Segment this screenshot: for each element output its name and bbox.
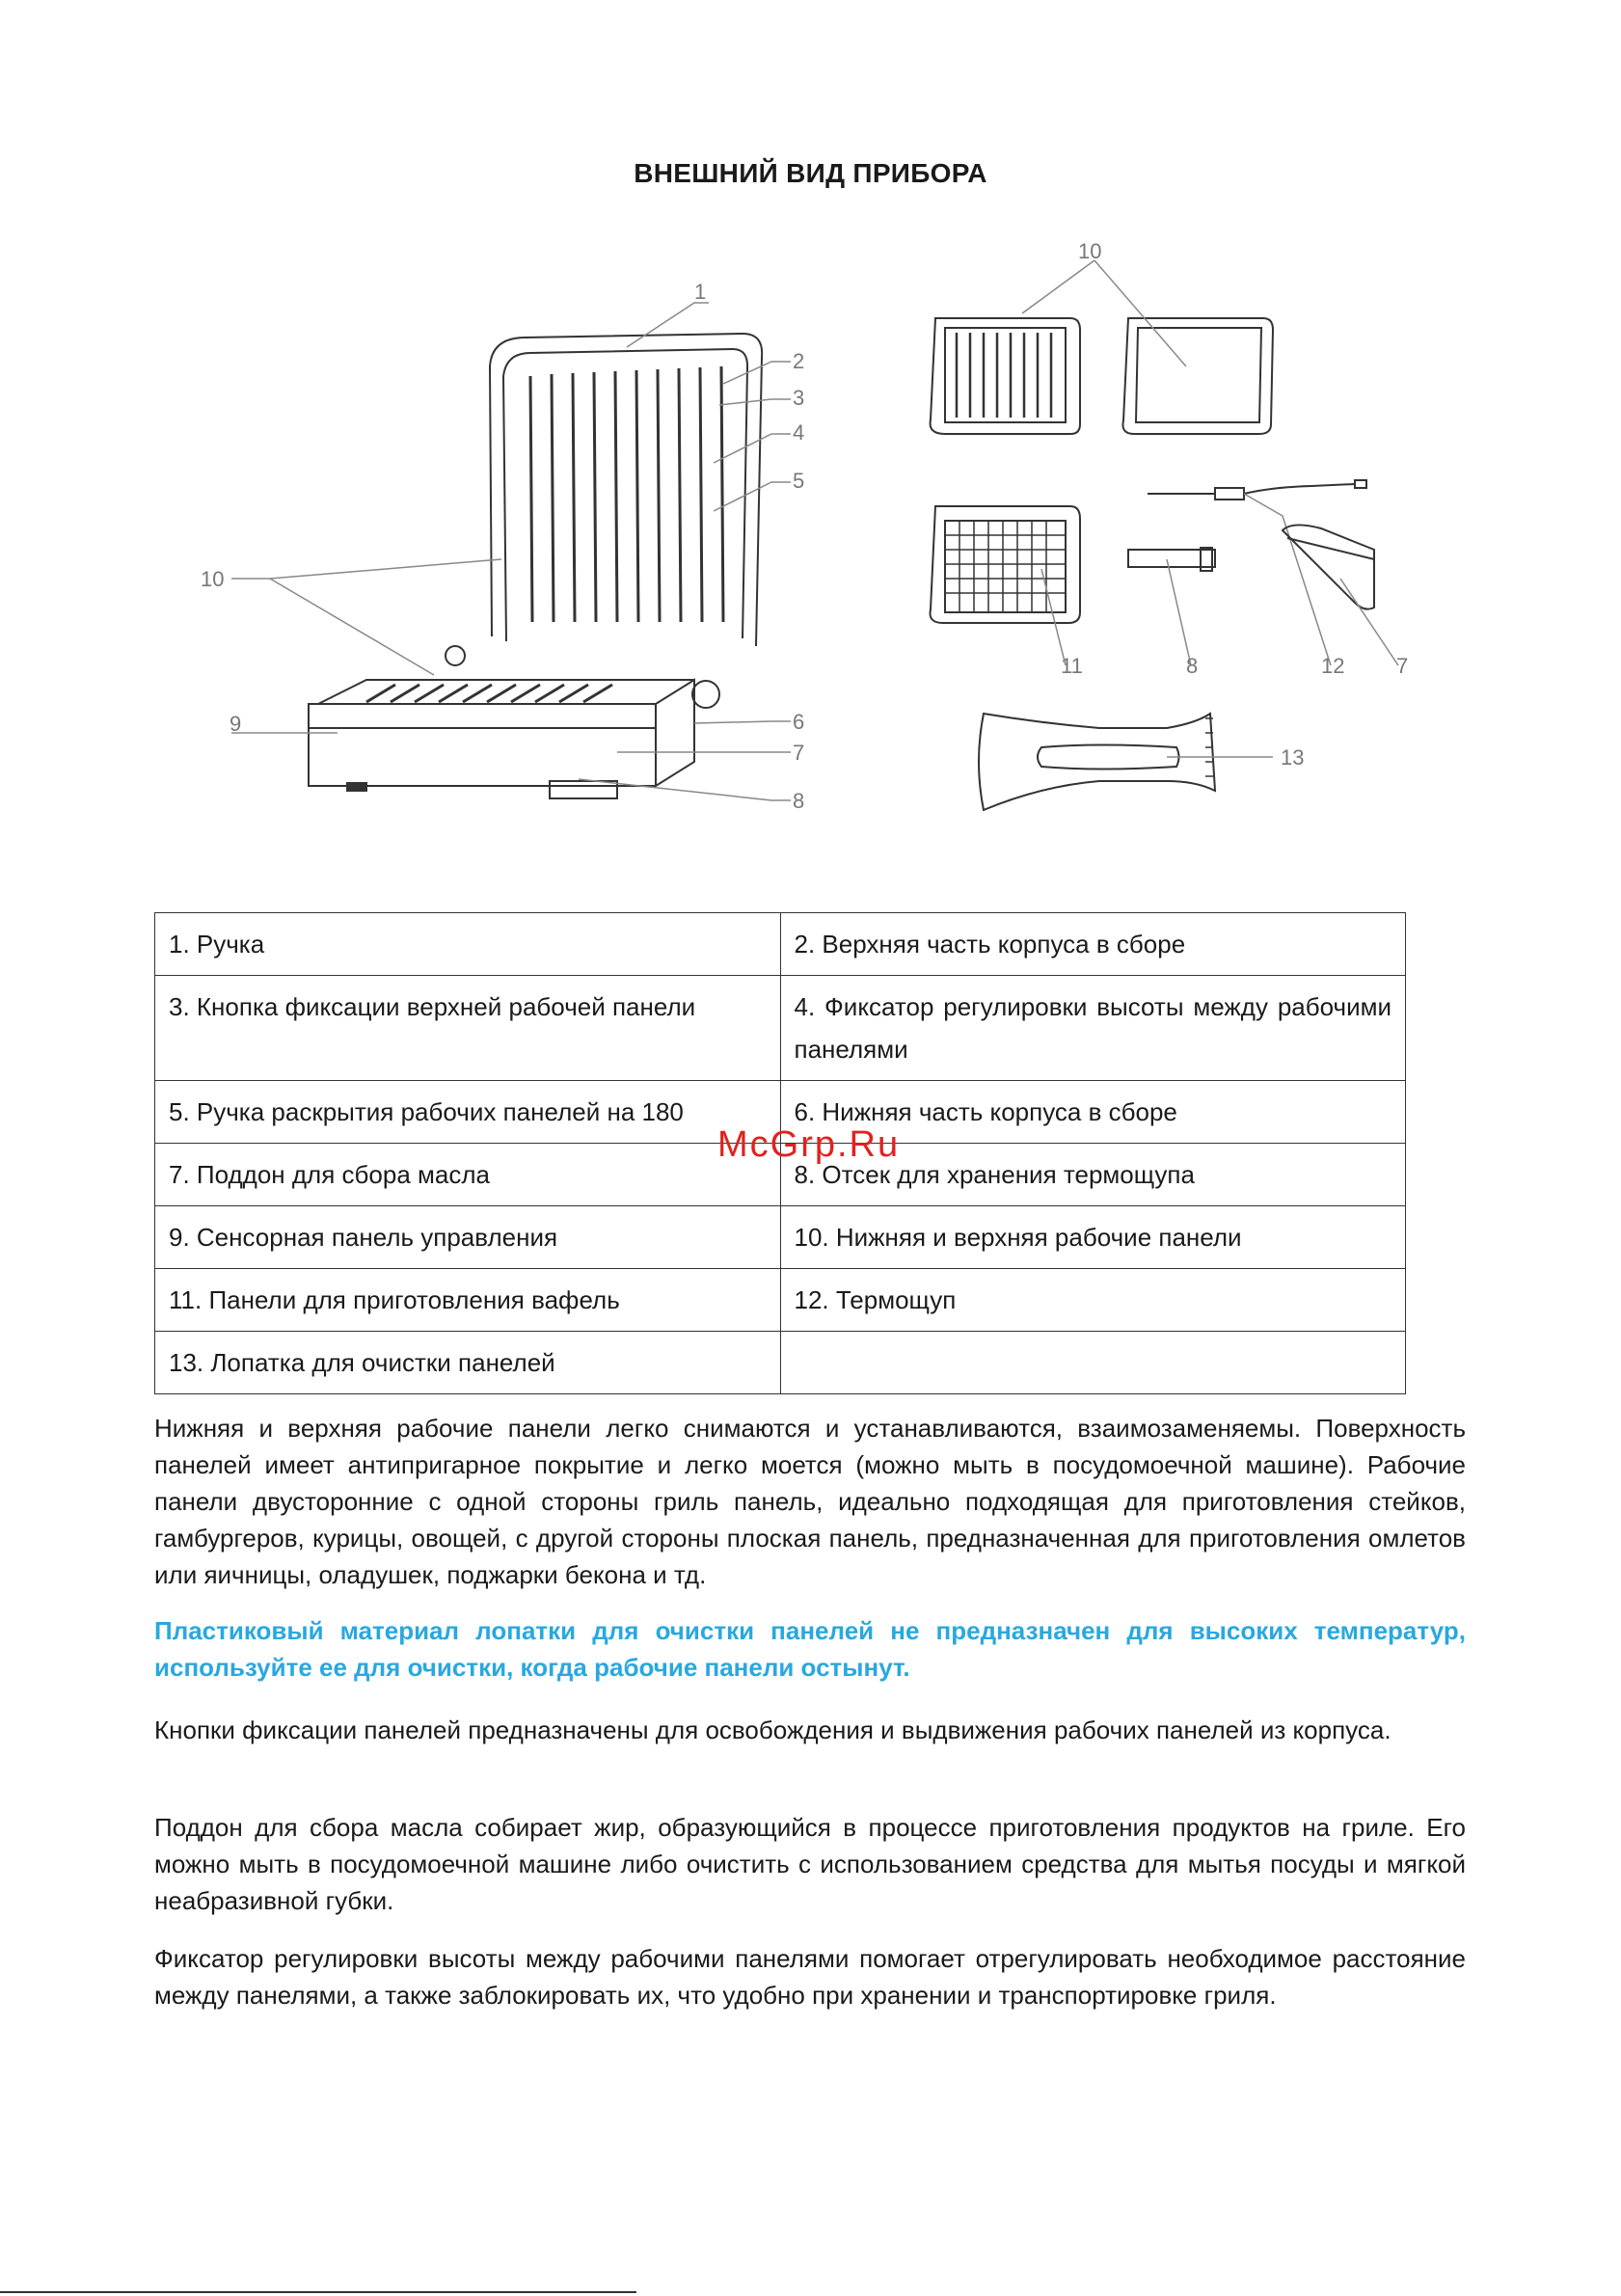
waffle-plate — [931, 506, 1080, 623]
table-cell: 4. Фиксатор регулировки высоты между рабочими панелями — [780, 976, 1406, 1081]
table-cell: 6. Нижняя часть корпуса в сборе — [780, 1081, 1406, 1144]
table-cell: 1. Ручка — [155, 913, 781, 976]
table-cell: 11. Панели для приготовления вафель — [155, 1269, 781, 1332]
table-row — [155, 913, 1406, 976]
svg-text:7: 7 — [1396, 654, 1409, 678]
table-cell: 10. Нижняя и верхняя рабочие панели — [780, 1206, 1406, 1269]
paragraph-text: Поддон для сбора масла собирает жир, образующийся в процессе приготовления продуктов на гриле. Его можно мыть в посудомоечной машине либо очистить с использованием средства для мытья посуды и мягкой неабразивной губки. — [154, 1813, 1466, 1915]
flat-plate — [1122, 318, 1273, 434]
table-cell: 2. Верхняя часть корпуса в сборе — [780, 913, 1406, 976]
warning-note — [154, 1612, 1466, 1686]
grill-plate — [931, 318, 1080, 434]
paragraph-lock-buttons — [154, 1712, 1466, 1748]
table-cell: 12. Термощуп — [780, 1269, 1406, 1332]
table-cell: 7. Поддон для сбора масла — [155, 1144, 781, 1206]
svg-text:4: 4 — [793, 420, 805, 445]
appliance-diagram — [174, 241, 1456, 829]
svg-text:10: 10 — [1078, 241, 1102, 263]
table-row — [155, 1269, 1406, 1332]
svg-text:8: 8 — [793, 789, 805, 813]
paragraph-plates — [154, 1410, 1466, 1593]
table-row — [155, 1332, 1406, 1394]
table-cell: 3. Кнопка фиксации верхней рабочей панели — [155, 976, 781, 1081]
svg-text:7: 7 — [793, 741, 805, 765]
page-title: ВНЕШНИЙ ВИД ПРИБОРА — [634, 158, 987, 188]
table-cell: 13. Лопатка для очистки панелей — [155, 1332, 781, 1394]
svg-text:13: 13 — [1281, 745, 1305, 770]
table-cell: 9. Сенсорная панель управления — [155, 1206, 781, 1269]
paragraph-text: Нижняя и верхняя рабочие панели легко снимаются и устанавливаются, взаимозаменяемы. Поверхность панелей имеет антипригарное покрытие и легко моется (можно мыть в посудомоечной машине). Рабочие панели двусторонние с одной стороны гриль панель, идеально подходящая для приготовления стейков, гамбургеров, курицы, овощей, с другой стороны плоская панель, предназначенная для приготовления омлетов или яичницы, оладушек, поджарки бекона и тд. — [154, 1414, 1466, 1589]
svg-text:1: 1 — [694, 280, 707, 304]
table-cell: 8. Отсек для хранения термощупа — [780, 1144, 1406, 1206]
svg-text:3: 3 — [793, 386, 805, 410]
svg-text:9: 9 — [230, 712, 242, 736]
thermo-probe — [1148, 480, 1366, 500]
table-cell — [780, 1332, 1406, 1394]
paragraph-text: Фиксатор регулировки высоты между рабочими панелями помогает отрегулировать необходимое расстояние между панелями, а также заблокировать их, что удобно при хранении и транспортировке гриля. — [154, 1944, 1466, 2010]
footer-divider — [0, 2291, 636, 2293]
oil-tray — [1283, 525, 1374, 608]
paragraph-oil-tray — [154, 1809, 1466, 1919]
table-row — [155, 976, 1406, 1081]
probe-compartment — [1128, 550, 1215, 567]
svg-text:8: 8 — [1186, 654, 1199, 678]
paragraph-text: Кнопки фиксации панелей предназначены для освобождения и выдвижения рабочих панелей из корпуса. — [154, 1715, 1391, 1744]
warning-text: Пластиковый материал лопатки для очистки панелей не предназначен для высоких температур, используйте ее для очистки, когда рабочие панели остынут. — [154, 1616, 1466, 1682]
grill-illustration — [309, 334, 762, 798]
cleaning-scraper — [979, 714, 1215, 810]
table-row — [155, 1206, 1406, 1269]
svg-text:6: 6 — [793, 710, 805, 734]
svg-text:12: 12 — [1321, 654, 1345, 678]
paragraph-height-lock — [154, 1940, 1466, 2013]
svg-text:2: 2 — [793, 349, 805, 373]
table-cell: 5. Ручка раскрытия рабочих панелей на 180 — [155, 1081, 781, 1144]
watermark: McGrp.Ru — [717, 1124, 901, 1165]
svg-text:5: 5 — [793, 469, 805, 493]
svg-text:10: 10 — [201, 567, 225, 591]
svg-text:11: 11 — [1061, 654, 1083, 678]
